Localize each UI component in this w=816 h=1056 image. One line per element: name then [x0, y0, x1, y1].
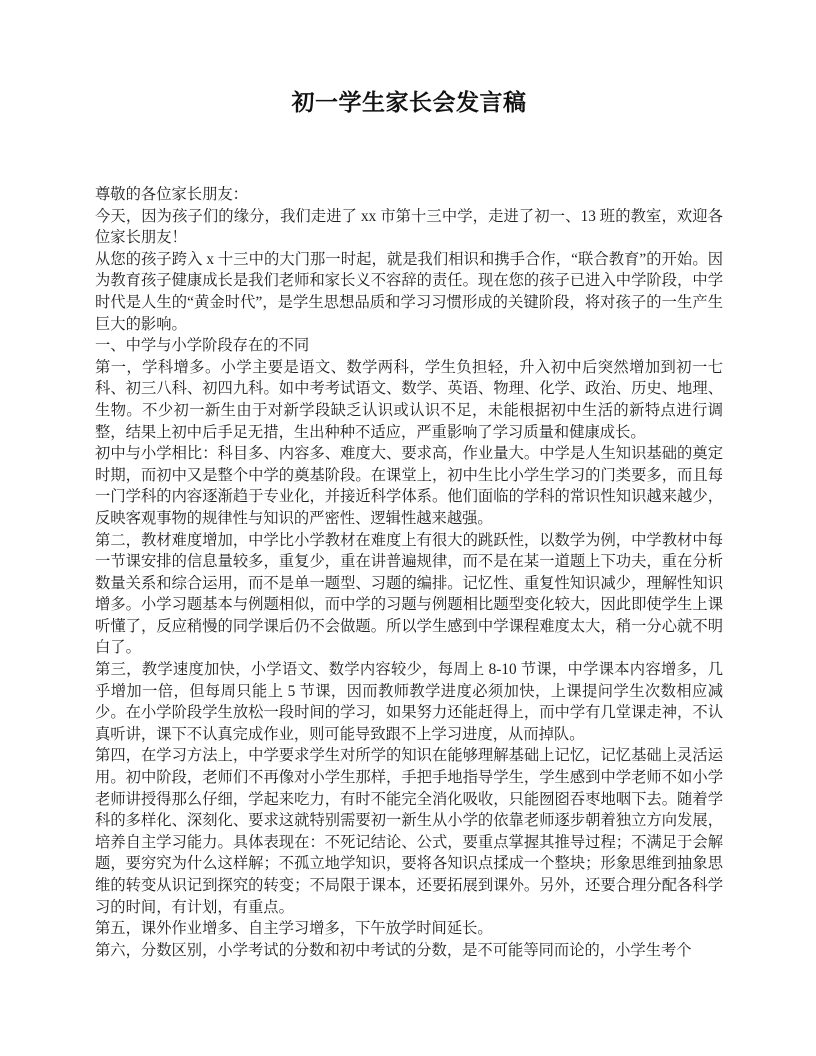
page-title: 初一学生家长会发言稿 — [291, 90, 527, 116]
title-spacer — [95, 118, 723, 184]
paragraph-point-second: 第二，教材难度增加，中学比小学教材在难度上有很大的跳跃性，以数学为例，中学教材中每一节课安排的信息量较多，重复少，重在讲普遍规律，而不是在某一道题上下功夫，重在分析数量关系和综合运用，而不是单一题型、习题的编排。记忆性、重复性知识减少，理解性知识增多。小学习题基本与例题相似，而中学的习题与例题相比题型变化较大，因此即使学生上课听懂了，反应稍慢的同学课后仍不会做题。所以学生感到中学课程难度太大，稍一分心就不明白了。 — [95, 531, 723, 657]
paragraph-welcome: 今天，因为孩子们的缘分，我们走进了 xx 市第十三中学，走进了初一、13 班的教室，欢迎各位家长朋友！ — [95, 207, 723, 247]
paragraph-point-sixth: 第六，分数区别，小学考试的分数和初中考试的分数，是不可能等同而论的，小学生考个 — [95, 941, 692, 959]
paragraph-point-fourth: 第四，在学习方法上，中学要求学生对所学的知识在能够理解基础上记忆，记忆基础上灵活运用。初中阶段，老师们不再像对小学生那样，手把手地指导学生，学生感到中学老师不如小学老师讲授得那么仔细，学起来吃力，有时不能完全消化吸收，只能囫囵吞枣地咽下去。随着学科的多样化、深刻化、要求这就特别需要初一新生从小学的依靠老师逐步朝着独立方向发展，培养自主学习能力。具体表现在：不死记结论、公式，要重点掌握其推导过程；不满足于会解题，要穷究为什么这样解；不孤立地学知识，要将各知识点揉成一个整块；形象思维到抽象思维的转变从识记到探究的转变；不局限于课本，还要拓展到课外。另外，还要合理分配各科学习的时间，有计划，有重点。 — [95, 747, 723, 916]
paragraph-salutation: 尊敬的各位家长朋友： — [95, 186, 248, 203]
document-body — [95, 88, 723, 961]
paragraph-comparison: 初中与小学相比：科目多、内容多、难度大、要求高，作业量大。中学是人生知识基础的奠定时期，而初中又是整个中学的奠基阶段。在课堂上，初中生比小学生学习的门类要多，而且每一门学科的内容逐渐趋于专业化，并接近科学体系。他们面临的学科的常识性知识越来越少，反映客观事物的规律性与知识的严密性、逻辑性越来越强。 — [95, 445, 723, 527]
section-heading-one: 一、中学与小学阶段存在的不同 — [95, 337, 310, 355]
paragraph-intro: 从您的孩子跨入 x 十三中的大门那一时起，就是我们相识和携手合作，“联合教育”的开始。因为教育孩子健康成长是我们老师和家长义不容辞的责任。现在您的孩子已进入中学阶段，中学时代是人生的“黄金时代”，是学生思想品质和学习习惯形成的关键阶段，将对孩子的一生产生巨大的影响。 — [95, 250, 723, 333]
paragraph-point-first: 第一，学科增多。小学主要是语文、数学两科，学生负担轻，升入初中后突然增加到初一七科、初三八科、初四九科。如中考考试语文、数学、英语、物理、化学、政治、历史、地理、生物。不少初一新生由于对新学段缺乏认识或认识不足，未能根据初中生活的新特点进行调整，结果上初中后手足无措，生出种种不适应，严重影响了学习质量和健康成长。 — [95, 358, 723, 441]
paragraph-point-fifth: 第五，课外作业增多、自主学习增多，下午放学时间延长。 — [95, 920, 493, 938]
paragraph-point-third: 第三，教学速度加快，小学语文、数学内容较少，每周上 8-10 节课，中学课本内容增多，几乎增加一倍，但每周只能上 5 节课，因而教师教学进度必须加快，上课提问学生次数相应减少。在小学阶段学生放松一段时间的学习，如果努力还能赶得上，而中学有几堂课走神，不认真听讲，课下不认真完成作业，则可能导致跟不上学习进度，从而掉队。 — [95, 661, 723, 743]
